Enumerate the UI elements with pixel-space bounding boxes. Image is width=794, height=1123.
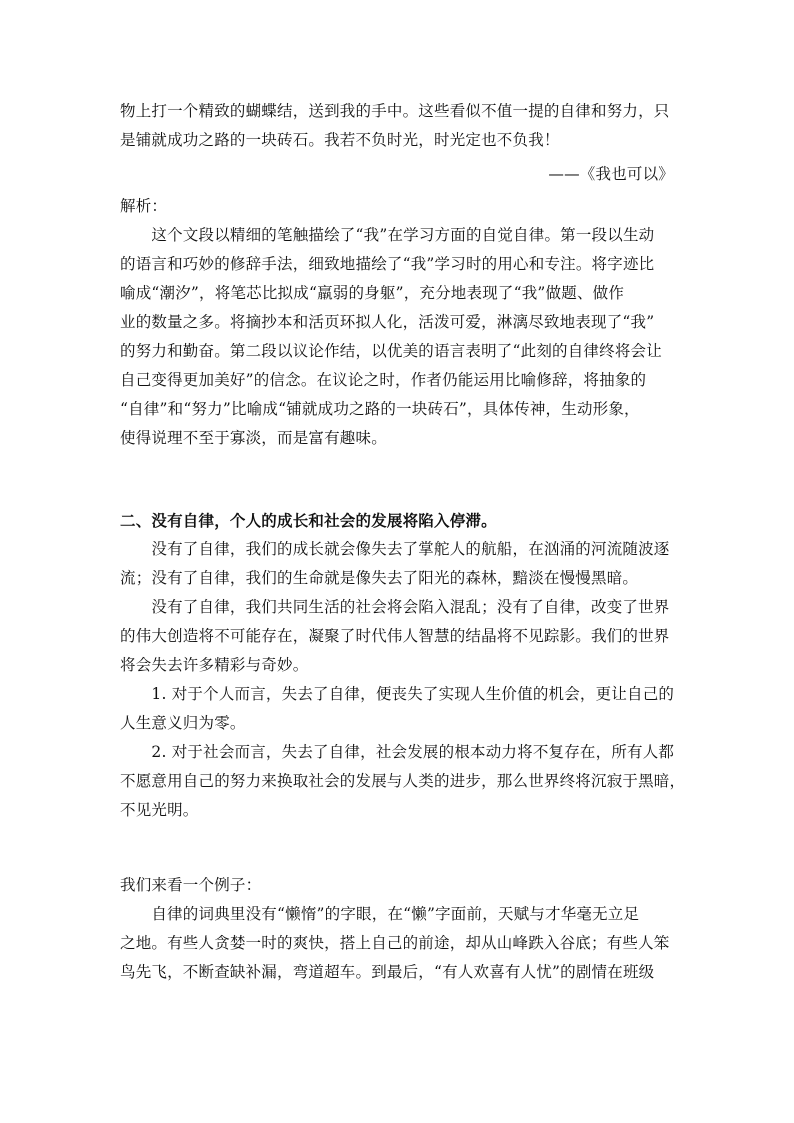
text-line: 的伟大创造将不可能存在，凝聚了时代伟人智慧的结晶将不见踪影。我们的世界 — [120, 627, 670, 645]
top-paragraph — [120, 97, 674, 155]
text-line: 1. 对于个人而言，失去了自律，便丧失了实现人生价值的机会，更让自己的 — [120, 685, 675, 703]
section-heading: 二、没有自律，个人的成长和社会的发展将陷入停滞。 — [120, 511, 497, 530]
text-line: 业的数量之多。将摘抄本和活页环拟人化，活泼可爱，淋漓尽致地表现了“我” — [120, 313, 655, 331]
text-line: 鸟先飞，不断查缺补漏，弯道超车。到最后，“有人欢喜有人忧”的剧情在班级 — [120, 963, 655, 981]
text-line: 人生意义归为零。 — [120, 714, 246, 732]
text-line: 的语言和巧妙的修辞手法，细致地描绘了“我”学习时的用心和专注。将字迹比 — [120, 255, 655, 273]
text-line: 流；没有了自律，我们的生命就是像失去了阳光的森林，黯淡在慢慢黑暗。 — [120, 569, 639, 587]
example-section — [120, 871, 674, 987]
attribution — [120, 160, 674, 189]
text-line: 将会失去许多精彩与奇妙。 — [120, 656, 309, 674]
analysis-section — [120, 192, 674, 453]
text-line: “自律”和“努力”比喻成“铺就成功之路的一块砖石”，具体传神，生动形象， — [120, 400, 640, 418]
text-line: 这个文段以精细的笔触描绘了“我”在学习方面的自觉自律。第一段以生动 — [120, 226, 655, 244]
text-line: 没有了自律，我们共同生活的社会将会陷入混乱；没有了自律，改变了世界 — [120, 598, 670, 616]
analysis-label: 解析： — [120, 197, 168, 215]
text-line: 没有了自律，我们的成长就会像失去了掌舵人的航船，在汹涌的河流随波逐 — [120, 540, 670, 558]
text-line: 自律的词典里没有“懒惰”的字眼，在“懒”字面前，天赋与才华毫无立足 — [120, 905, 640, 923]
text-line: 是铺就成功之路的一块砖石。我若不负时光，时光定也不负我！ — [120, 131, 560, 149]
section-two — [120, 506, 686, 825]
text-line: 不见光明。 — [120, 801, 199, 819]
text-line: 之地。有些人贪婪一时的爽快，搭上自己的前途，却从山峰跌入谷底；有些人笨 — [120, 934, 670, 952]
text-line: 自己变得更加美好”的信念。在议论之时，作者仍能运用比喻修辞，将抽象的 — [120, 371, 647, 389]
attribution-text: ——《我也可以》 — [548, 165, 674, 183]
example-intro: 我们来看一个例子： — [120, 876, 262, 894]
text-line: 喻成“潮汐”，将笔芯比拟成“羸弱的身躯”，充分地表现了“我”做题、做作 — [120, 284, 625, 302]
text-line: 不愿意用自己的努力来换取社会的发展与人类的进步，那么世界终将沉寂于黑暗， — [120, 772, 686, 790]
text-line: 的努力和勤奋。第二段以议论作结，以优美的语言表明了“此刻的自律终将会让 — [120, 342, 662, 360]
text-line: 2. 对于社会而言，失去了自律，社会发展的根本动力将不复存在，所有人都 — [120, 743, 675, 761]
text-line: 物上打一个精致的蝴蝶结，送到我的手中。这些看似不值一提的自律和努力，只 — [120, 102, 670, 120]
text-line: 使得说理不至于寡淡，而是富有趣味。 — [120, 429, 387, 447]
